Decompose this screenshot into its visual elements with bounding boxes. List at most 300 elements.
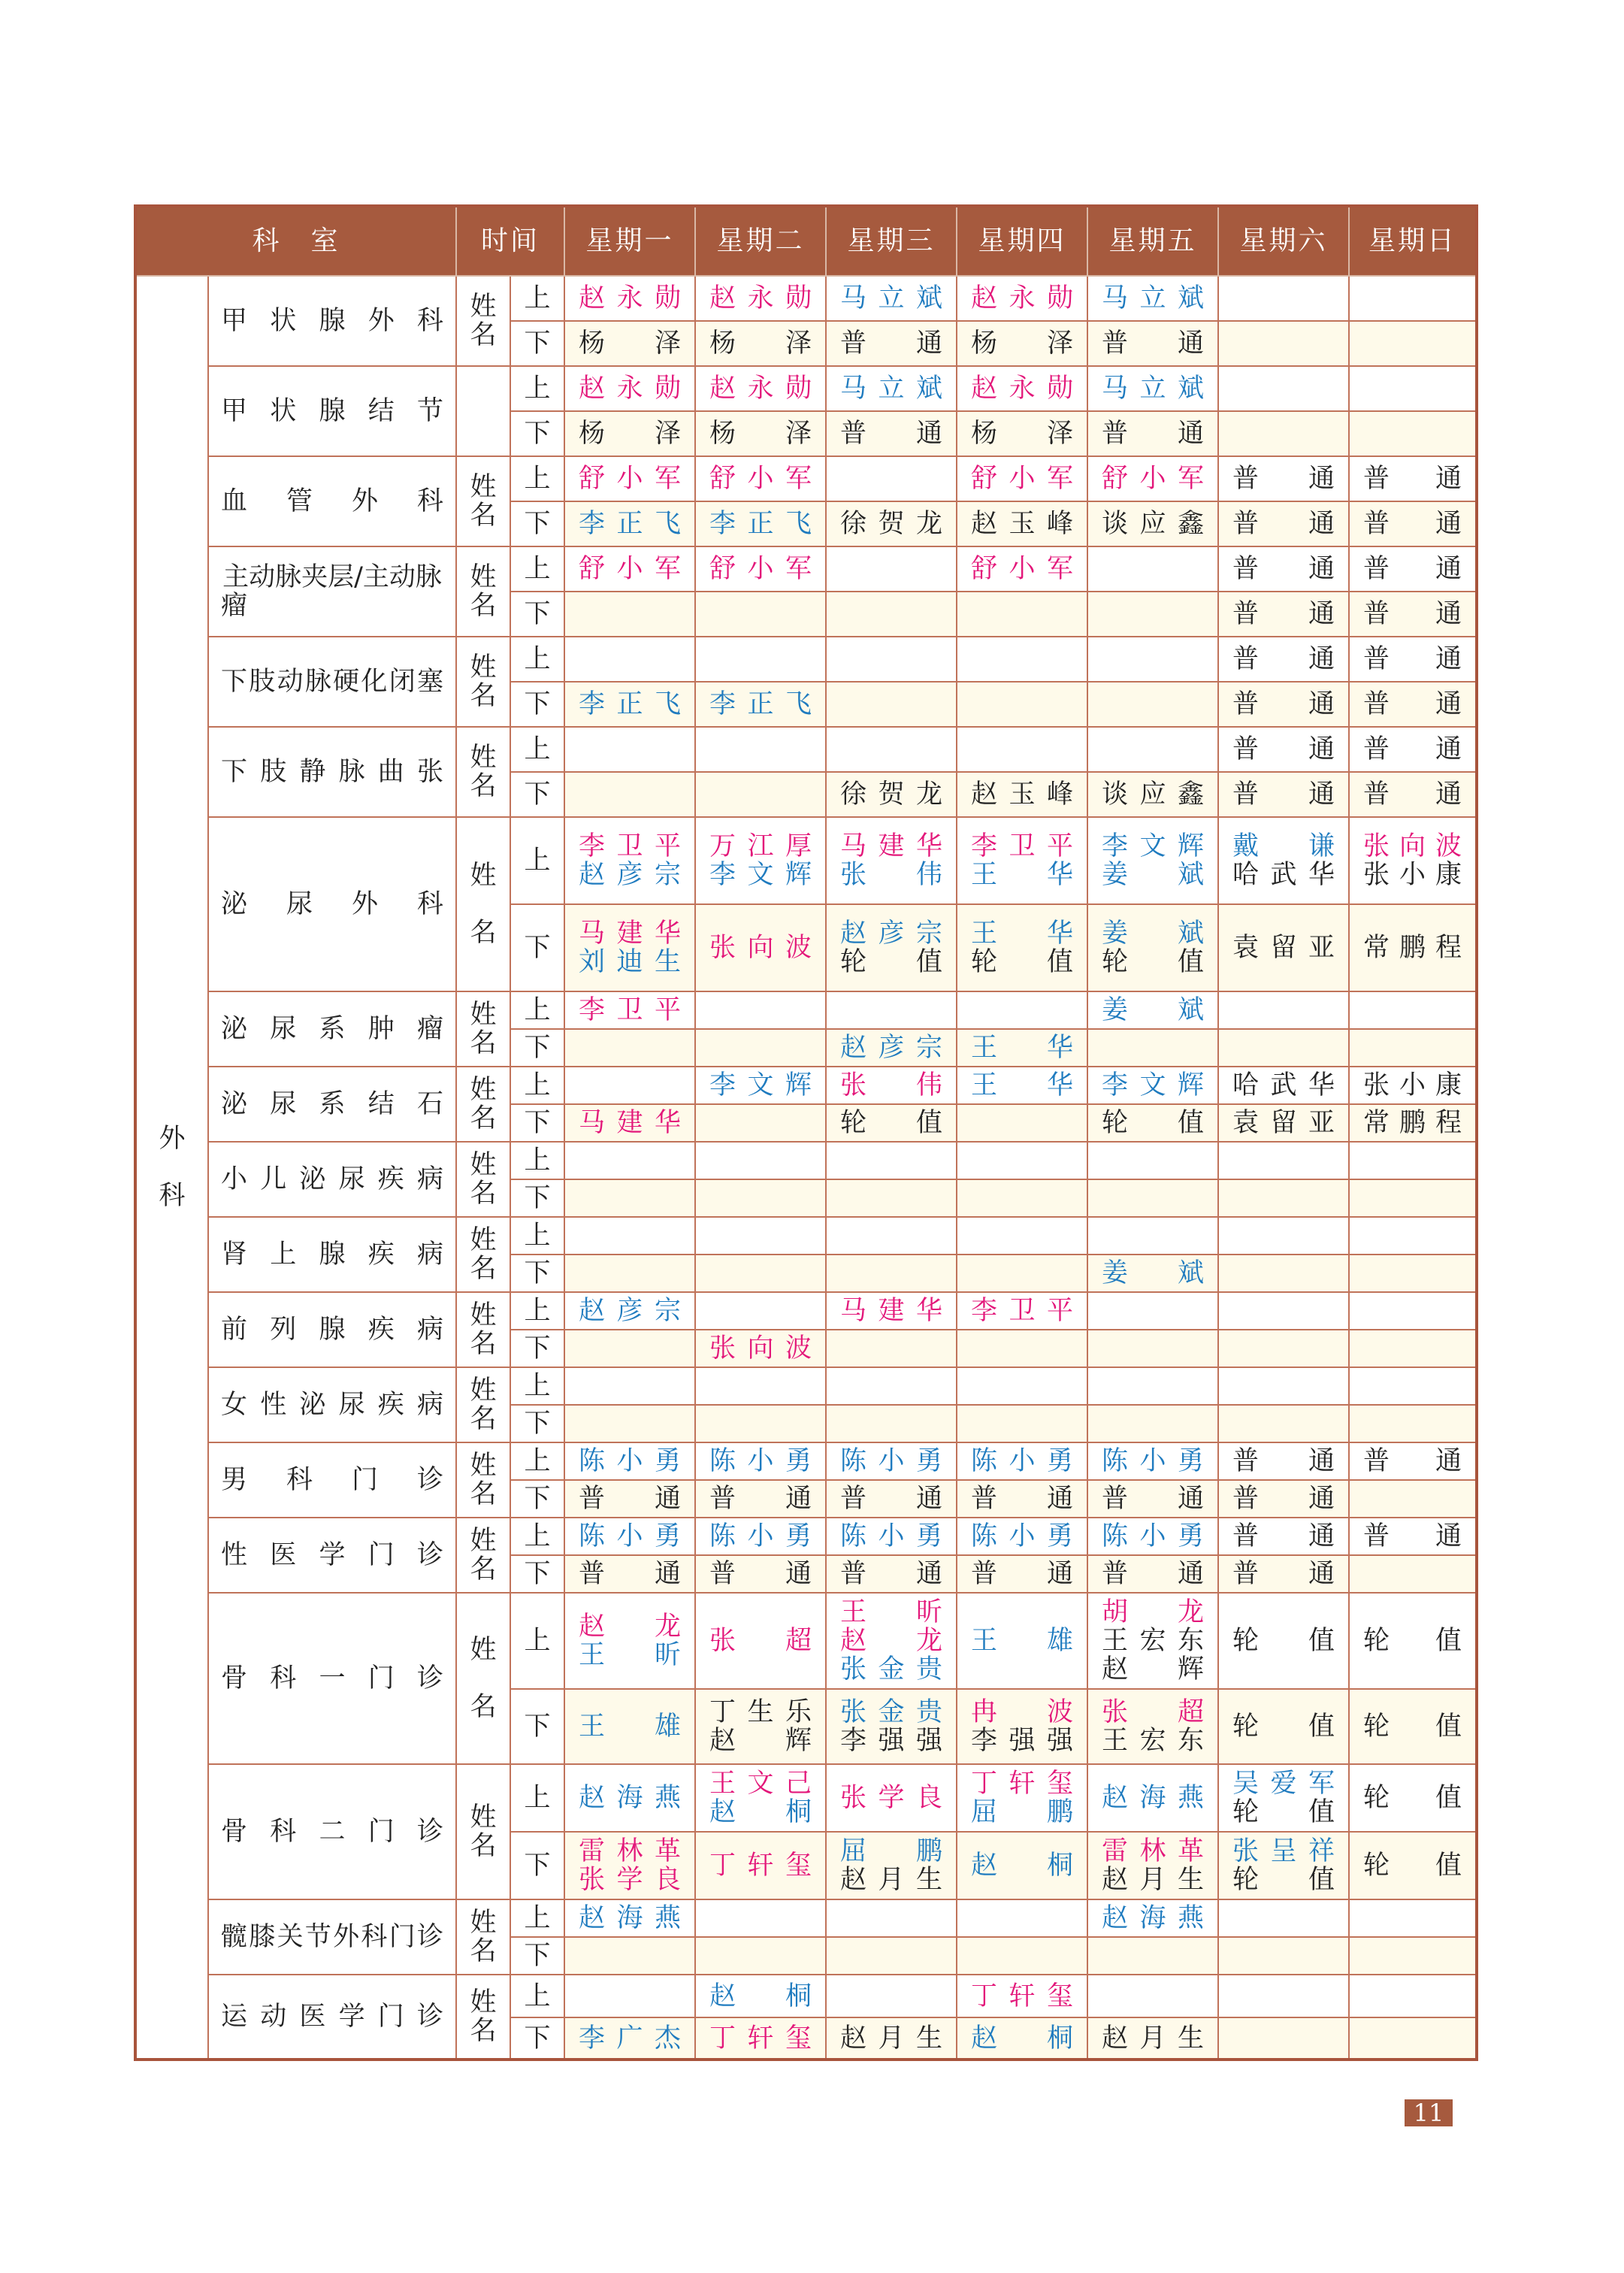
schedule-cell xyxy=(564,682,695,727)
schedule-cell xyxy=(826,1555,957,1593)
schedule-cell xyxy=(695,2017,826,2060)
schedule-cell xyxy=(1218,1442,1349,1480)
schedule-cell xyxy=(957,546,1087,592)
doctor-name: 丁轩玺 xyxy=(709,1851,812,1881)
department-cell: 男科门诊 xyxy=(208,1442,456,1518)
period-pm: 下 xyxy=(510,1405,564,1442)
doctor-name: 张向波 xyxy=(709,933,812,963)
period-am: 上 xyxy=(510,1142,564,1179)
doctor-name: 常鹏程 xyxy=(1363,933,1462,963)
schedule-cell xyxy=(564,276,695,321)
header-day: 星期五 xyxy=(1087,206,1218,276)
period-am: 上 xyxy=(510,1975,564,2017)
doctor-name: 普 通 xyxy=(579,1559,682,1589)
schedule-cell xyxy=(564,727,695,772)
schedule-cell xyxy=(564,1899,695,1937)
doctor-name: 普 通 xyxy=(1102,419,1205,449)
doctor-name: 李文辉 xyxy=(1102,831,1205,861)
schedule-cell xyxy=(1349,1593,1477,1689)
schedule-cell xyxy=(826,904,957,991)
schedule-cell xyxy=(826,1442,957,1480)
name-label-bottom: 名 xyxy=(470,1479,497,1509)
period-pm: 下 xyxy=(510,501,564,546)
table-row xyxy=(135,1518,1477,1555)
schedule-cell xyxy=(826,1593,957,1689)
schedule-cell xyxy=(695,1217,826,1255)
schedule-cell xyxy=(564,1689,695,1764)
period-pm: 下 xyxy=(510,1255,564,1292)
name-label-cell xyxy=(456,546,510,637)
schedule-cell xyxy=(826,501,957,546)
doctor-name: 马建华 xyxy=(840,831,943,861)
schedule-cell xyxy=(695,637,826,682)
name-label-cell xyxy=(456,1518,510,1593)
schedule-cell xyxy=(1218,411,1349,456)
schedule-cell xyxy=(695,1367,826,1405)
doctor-name: 哈武华 xyxy=(1232,1070,1335,1100)
name-label-cell xyxy=(456,276,510,366)
schedule-cell xyxy=(695,817,826,904)
doctor-name: 舒小军 xyxy=(579,554,682,584)
name-label-cell xyxy=(456,727,510,817)
doctor-name: 普 通 xyxy=(1363,644,1462,674)
doctor-name: 普 通 xyxy=(1232,599,1335,629)
schedule-cell xyxy=(564,1255,695,1292)
schedule-cell xyxy=(1087,991,1218,1029)
schedule-cell xyxy=(1349,1899,1477,1937)
schedule-cell xyxy=(564,1292,695,1330)
doctor-name: 普 通 xyxy=(1232,1521,1335,1551)
schedule-cell xyxy=(1218,727,1349,772)
doctor-name: 普 通 xyxy=(1363,554,1462,584)
doctor-name: 谈应鑫 xyxy=(1102,779,1205,810)
doctor-name: 陈小勇 xyxy=(709,1446,812,1476)
period-am: 上 xyxy=(510,1899,564,1937)
schedule-cell xyxy=(564,411,695,456)
period-am: 上 xyxy=(510,1067,564,1104)
doctor-name: 徐贺龙 xyxy=(840,509,943,539)
name-label-top: 姓 xyxy=(470,1000,497,1030)
doctor-name: 赵玉峰 xyxy=(971,779,1074,810)
schedule-cell xyxy=(957,991,1087,1029)
schedule-cell xyxy=(695,1937,826,1975)
schedule-cell xyxy=(957,1029,1087,1067)
doctor-name: 舒小军 xyxy=(971,554,1074,584)
doctor-name: 赵 辉 xyxy=(709,1726,812,1756)
doctor-name: 普 通 xyxy=(840,419,943,449)
doctor-name: 哈武华 xyxy=(1232,860,1335,890)
page-number: 11 xyxy=(1405,2099,1453,2126)
schedule-cell xyxy=(826,817,957,904)
name-label-bottom: 名 xyxy=(470,771,497,801)
doctor-name: 常鹏程 xyxy=(1363,1108,1462,1138)
schedule-cell xyxy=(564,817,695,904)
schedule-cell xyxy=(1087,1067,1218,1104)
doctor-name: 屈 鹏 xyxy=(971,1797,1074,1827)
schedule-cell xyxy=(1349,592,1477,637)
schedule-cell xyxy=(1218,321,1349,366)
doctor-name: 普 通 xyxy=(840,328,943,359)
table-row xyxy=(135,366,1477,411)
schedule-cell xyxy=(695,1292,826,1330)
department-cell: 前列腺疾病 xyxy=(208,1292,456,1367)
name-label-bottom: 名 xyxy=(470,1254,497,1284)
doctor-name: 李文辉 xyxy=(709,1070,812,1100)
schedule-cell xyxy=(695,1480,826,1518)
name-label-top: 姓 xyxy=(470,1075,497,1105)
department-cell: 骨科一门诊 xyxy=(208,1593,456,1764)
doctor-name: 普 通 xyxy=(1232,1559,1335,1589)
doctor-name: 普 通 xyxy=(1232,509,1335,539)
schedule-cell xyxy=(564,1330,695,1367)
schedule-cell xyxy=(564,1217,695,1255)
schedule-cell xyxy=(826,1975,957,2017)
doctor-name: 轮 值 xyxy=(1102,1108,1205,1138)
period-pm: 下 xyxy=(510,411,564,456)
schedule-cell xyxy=(1087,1899,1218,1937)
schedule-cell xyxy=(695,1029,826,1067)
schedule-cell xyxy=(1087,1832,1218,1899)
schedule-cell xyxy=(1218,1142,1349,1179)
name-label-bottom: 名 xyxy=(470,918,497,948)
schedule-cell xyxy=(564,1405,695,1442)
period-pm: 下 xyxy=(510,682,564,727)
schedule-cell xyxy=(695,1764,826,1832)
period-pm: 下 xyxy=(510,1689,564,1764)
schedule-cell xyxy=(957,411,1087,456)
doctor-name: 轮 值 xyxy=(840,947,943,977)
period-am: 上 xyxy=(510,366,564,411)
schedule-cell xyxy=(1087,1975,1218,2017)
schedule-cell xyxy=(1218,1179,1349,1217)
doctor-name: 杨 泽 xyxy=(971,328,1074,359)
department-cell: 骨科二门诊 xyxy=(208,1764,456,1899)
period-am: 上 xyxy=(510,727,564,772)
schedule-cell xyxy=(1349,1255,1477,1292)
schedule-cell xyxy=(1349,727,1477,772)
doctor-name: 张金贵 xyxy=(840,1697,943,1727)
doctor-name: 陈小勇 xyxy=(579,1521,682,1551)
schedule-cell xyxy=(957,1367,1087,1405)
doctor-name: 张学良 xyxy=(579,1865,682,1895)
doctor-name: 舒小军 xyxy=(1102,464,1205,494)
schedule-cell xyxy=(826,366,957,411)
schedule-cell xyxy=(1218,1689,1349,1764)
schedule-cell xyxy=(564,2017,695,2060)
table-row xyxy=(135,1764,1477,1832)
schedule-cell xyxy=(1349,1292,1477,1330)
name-label-top: 姓 xyxy=(470,1635,497,1665)
schedule-cell xyxy=(826,1764,957,1832)
schedule-cell xyxy=(695,592,826,637)
schedule-cell xyxy=(826,1518,957,1555)
doctor-name: 舒小军 xyxy=(709,554,812,584)
schedule-cell xyxy=(1349,1555,1477,1593)
schedule-cell xyxy=(1218,1518,1349,1555)
schedule-cell xyxy=(1349,1518,1477,1555)
doctor-name: 普 通 xyxy=(1232,1484,1335,1514)
doctor-name: 赵永勋 xyxy=(971,283,1074,313)
schedule-table xyxy=(134,204,1478,2061)
schedule-cell xyxy=(1349,1179,1477,1217)
schedule-cell xyxy=(564,1937,695,1975)
doctor-name: 赵永勋 xyxy=(709,374,812,404)
doctor-name: 赵海燕 xyxy=(579,1903,682,1933)
schedule-cell xyxy=(1087,772,1218,817)
schedule-cell xyxy=(1349,682,1477,727)
doctor-name: 张 伟 xyxy=(840,860,943,890)
name-label-cell xyxy=(456,817,510,991)
schedule-cell xyxy=(1218,456,1349,501)
schedule-cell xyxy=(564,1029,695,1067)
name-label-top: 姓 xyxy=(470,1908,497,1938)
doctor-name: 轮 值 xyxy=(1232,1797,1335,1827)
doctor-name: 赵彦宗 xyxy=(840,919,943,949)
table-row xyxy=(135,456,1477,501)
header-day: 星期三 xyxy=(826,206,957,276)
doctor-name: 袁留亚 xyxy=(1232,1108,1335,1138)
schedule-cell xyxy=(1349,1937,1477,1975)
schedule-cell xyxy=(1087,1104,1218,1142)
name-label-top: 姓 xyxy=(470,861,497,891)
doctor-name: 张向波 xyxy=(1363,831,1462,861)
schedule-cell xyxy=(564,366,695,411)
table-row xyxy=(135,727,1477,772)
schedule-cell xyxy=(826,772,957,817)
schedule-cell xyxy=(1349,501,1477,546)
doctor-name: 李正飞 xyxy=(579,509,682,539)
doctor-name: 普 通 xyxy=(1363,1446,1462,1476)
schedule-cell xyxy=(1349,1142,1477,1179)
schedule-cell xyxy=(957,1104,1087,1142)
doctor-name: 丁轩玺 xyxy=(709,2023,812,2054)
table-header-row xyxy=(135,206,1477,276)
name-label-bottom: 名 xyxy=(470,1554,497,1584)
schedule-cell xyxy=(564,1179,695,1217)
name-label-cell xyxy=(456,1442,510,1518)
schedule-cell xyxy=(564,1593,695,1689)
schedule-cell xyxy=(1087,276,1218,321)
doctor-name: 普 通 xyxy=(1232,779,1335,810)
schedule-cell xyxy=(1218,682,1349,727)
doctor-name: 王 华 xyxy=(971,1033,1074,1063)
schedule-cell xyxy=(957,1217,1087,1255)
period-am: 上 xyxy=(510,1367,564,1405)
doctor-name: 丁轩玺 xyxy=(971,1769,1074,1799)
department-cell: 甲状腺结节 xyxy=(208,366,456,456)
doctor-name: 陈小勇 xyxy=(579,1446,682,1476)
schedule-cell xyxy=(1218,1899,1349,1937)
schedule-cell xyxy=(826,1067,957,1104)
department-cell: 血管外科 xyxy=(208,456,456,546)
schedule-cell xyxy=(826,1330,957,1367)
schedule-cell xyxy=(957,592,1087,637)
doctor-name: 张小康 xyxy=(1363,1070,1462,1100)
schedule-cell xyxy=(826,991,957,1029)
doctor-name: 普 通 xyxy=(709,1484,812,1514)
doctor-name: 杨 泽 xyxy=(579,419,682,449)
schedule-cell xyxy=(564,456,695,501)
schedule-cell xyxy=(1087,1330,1218,1367)
period-pm: 下 xyxy=(510,1937,564,1975)
schedule-cell xyxy=(564,1480,695,1518)
schedule-cell xyxy=(957,1832,1087,1899)
schedule-cell xyxy=(1218,1593,1349,1689)
name-label-cell xyxy=(456,991,510,1067)
schedule-cell xyxy=(1087,1764,1218,1832)
schedule-cell xyxy=(695,1593,826,1689)
period-pm: 下 xyxy=(510,1104,564,1142)
name-label-cell xyxy=(456,1764,510,1899)
schedule-cell xyxy=(1349,1405,1477,1442)
schedule-cell xyxy=(564,321,695,366)
doctor-name: 王 雄 xyxy=(579,1712,682,1742)
schedule-cell xyxy=(564,1764,695,1832)
header-day: 星期六 xyxy=(1218,206,1349,276)
doctor-name: 屈 鹏 xyxy=(840,1836,943,1866)
doctor-name: 李正飞 xyxy=(579,689,682,719)
name-label-cell xyxy=(456,1899,510,1975)
period-pm: 下 xyxy=(510,1179,564,1217)
schedule-cell xyxy=(1218,1330,1349,1367)
name-label-top: 姓 xyxy=(470,1987,497,2017)
schedule-cell xyxy=(695,772,826,817)
doctor-name: 普 通 xyxy=(1232,689,1335,719)
department-cell: 泌尿系肿瘤 xyxy=(208,991,456,1067)
schedule-cell xyxy=(564,592,695,637)
header-dept: 科 室 xyxy=(135,206,456,276)
schedule-cell xyxy=(826,727,957,772)
table-row xyxy=(135,1067,1477,1104)
doctor-name: 赵彦宗 xyxy=(579,1296,682,1326)
schedule-cell xyxy=(1218,1480,1349,1518)
doctor-name: 马建华 xyxy=(579,1108,682,1138)
doctor-name: 李卫平 xyxy=(579,995,682,1025)
table-row xyxy=(135,1593,1477,1689)
schedule-cell xyxy=(1218,991,1349,1029)
period-pm: 下 xyxy=(510,1832,564,1899)
schedule-cell xyxy=(695,1405,826,1442)
schedule-cell xyxy=(957,1937,1087,1975)
schedule-cell xyxy=(957,904,1087,991)
doctor-name: 普 通 xyxy=(1363,599,1462,629)
schedule-cell xyxy=(957,1292,1087,1330)
schedule-cell xyxy=(1218,366,1349,411)
doctor-name: 刘迪生 xyxy=(579,947,682,977)
schedule-cell xyxy=(826,546,957,592)
period-pm: 下 xyxy=(510,1555,564,1593)
doctor-name: 普 通 xyxy=(1102,328,1205,359)
name-label-cell xyxy=(456,1067,510,1142)
doctor-name: 李文辉 xyxy=(709,860,812,890)
doctor-name: 胡 龙 xyxy=(1102,1597,1205,1627)
schedule-cell xyxy=(1218,2017,1349,2060)
doctor-name: 轮 值 xyxy=(971,947,1074,977)
doctor-name: 张呈祥 xyxy=(1232,1836,1335,1866)
doctor-name: 丁生乐 xyxy=(709,1697,812,1727)
doctor-name: 姜 斌 xyxy=(1102,860,1205,890)
doctor-name: 马建华 xyxy=(840,1296,943,1326)
schedule-cell xyxy=(1087,1179,1218,1217)
schedule-cell xyxy=(1349,1029,1477,1067)
schedule-cell xyxy=(957,1899,1087,1937)
schedule-cell xyxy=(564,1832,695,1899)
schedule-cell xyxy=(1218,772,1349,817)
period-am: 上 xyxy=(510,637,564,682)
schedule-cell xyxy=(1087,1292,1218,1330)
doctor-name: 张学良 xyxy=(840,1783,943,1813)
period-pm: 下 xyxy=(510,2017,564,2060)
period-am: 上 xyxy=(510,1217,564,1255)
schedule-cell xyxy=(1087,1367,1218,1405)
period-am: 上 xyxy=(510,276,564,321)
schedule-cell xyxy=(826,1104,957,1142)
schedule-cell xyxy=(826,1367,957,1405)
schedule-cell xyxy=(957,1480,1087,1518)
schedule-cell xyxy=(695,991,826,1029)
period-pm: 下 xyxy=(510,904,564,991)
schedule-cell xyxy=(1349,276,1477,321)
doctor-name: 张向波 xyxy=(709,1333,812,1363)
doctor-name: 赵永勋 xyxy=(579,283,682,313)
table-row xyxy=(135,637,1477,682)
doctor-name: 舒小军 xyxy=(709,464,812,494)
doctor-name: 马建华 xyxy=(579,919,682,949)
name-label-top: 姓 xyxy=(470,292,497,322)
name-label-bottom: 名 xyxy=(470,1028,497,1058)
doctor-name: 李广杰 xyxy=(579,2023,682,2054)
header-day: 星期一 xyxy=(564,206,695,276)
schedule-cell xyxy=(1087,1029,1218,1067)
schedule-cell xyxy=(564,991,695,1029)
schedule-cell xyxy=(1087,1142,1218,1179)
name-label-bottom: 名 xyxy=(470,501,497,531)
doctor-name: 马立斌 xyxy=(1102,283,1205,313)
doctor-name: 张 超 xyxy=(709,1626,812,1656)
schedule-cell xyxy=(695,276,826,321)
schedule-cell xyxy=(1087,2017,1218,2060)
doctor-name: 普 通 xyxy=(1363,509,1462,539)
schedule-cell xyxy=(826,1179,957,1217)
schedule-cell xyxy=(1087,456,1218,501)
doctor-name: 普 通 xyxy=(971,1484,1074,1514)
doctor-name: 轮 值 xyxy=(1363,1783,1462,1813)
period-am: 上 xyxy=(510,991,564,1029)
doctor-name: 陈小勇 xyxy=(840,1446,943,1476)
table-row xyxy=(135,1975,1477,2017)
schedule-cell xyxy=(1087,1442,1218,1480)
name-label-cell xyxy=(456,1217,510,1292)
schedule-cell xyxy=(564,1142,695,1179)
schedule-cell xyxy=(1349,366,1477,411)
schedule-cell xyxy=(564,772,695,817)
schedule-cell xyxy=(1218,1832,1349,1899)
schedule-cell xyxy=(695,1899,826,1937)
department-cell: 甲状腺外科 xyxy=(208,276,456,366)
schedule-cell xyxy=(695,1518,826,1555)
doctor-name: 张金贵 xyxy=(840,1654,943,1684)
name-label-cell xyxy=(456,1142,510,1217)
schedule-cell xyxy=(695,1442,826,1480)
name-label-bottom: 名 xyxy=(470,1692,497,1722)
doctor-name: 赵月生 xyxy=(840,1865,943,1895)
doctor-name: 普 通 xyxy=(971,1559,1074,1589)
schedule-cell xyxy=(826,592,957,637)
doctor-name: 马立斌 xyxy=(1102,374,1205,404)
schedule-cell xyxy=(564,1518,695,1555)
doctor-name: 杨 泽 xyxy=(709,419,812,449)
doctor-name: 赵月生 xyxy=(1102,1865,1205,1895)
